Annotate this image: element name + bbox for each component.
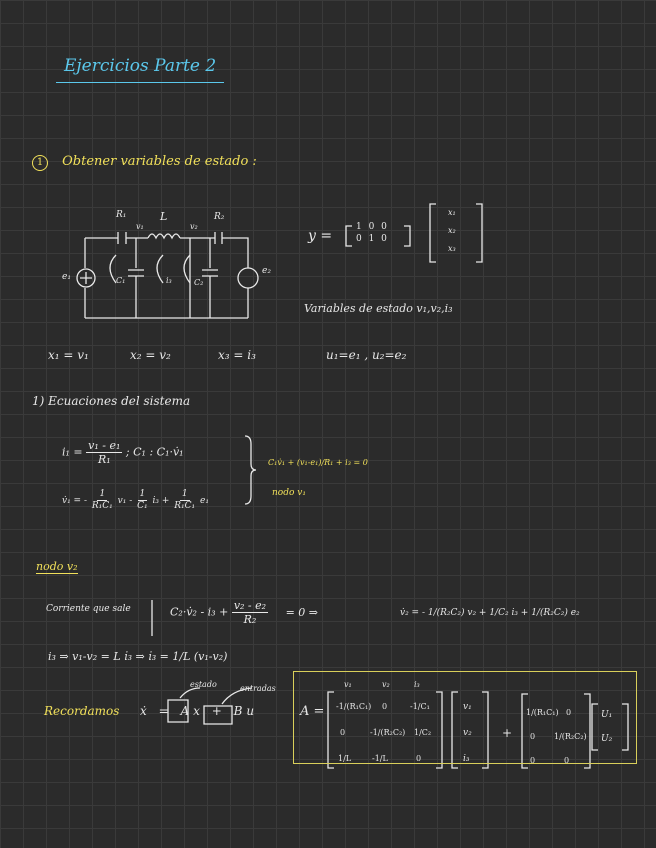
matrix-b-cell-2-1: 0 [530,732,536,741]
label-c1: C₁ [116,276,126,285]
wire-top-right [222,238,248,268]
inductor-symbol [148,234,180,238]
def-x1: x₁ = v₁ [48,348,89,362]
exercise-heading-text: Obtener variables de estado : [62,154,257,169]
label-e2: e₂ [262,266,271,276]
kirchhoff-frac-num: v₂ - e₂ [233,599,267,612]
eq-v1dot-t1-den: R₁C₁ [91,501,113,511]
matrix-b-cell-1-1: 1/(R₁C₁) [526,708,559,717]
source-e2-symbol [238,268,258,288]
label-v2: v₂ [190,222,198,231]
loop-arrow-i2 [184,255,190,283]
state-vec-v2: v₂ [463,728,472,738]
estado-annotation: estado [190,680,217,689]
matrix-a-cell-3-1: 1/L [338,754,352,763]
matrix-a-cell-2-2: -1/(R₂C₂) [370,728,406,737]
eq-v1dot-t2-den: C₁ [137,501,148,511]
capacitor-c1-symbol [128,238,144,318]
estado-arrow [180,688,200,698]
def-x2: x₂ = v₂ [130,348,171,362]
eq-v1dot-term2 [135,490,150,511]
state-x3: x₃ [448,244,456,253]
matrix-a-cell-3-2: -1/L [372,754,388,763]
eq-v1dot-lhs: v̇₁ = - [62,496,87,506]
matrix-a-header-i3: i₃ [414,680,420,689]
matrix-a-header-v2: v₂ [382,680,390,689]
label-r2: R₂ [214,212,225,222]
state-vec-i3: i₃ [463,754,470,764]
state-vector-left-bracket [430,204,436,262]
kirchhoff-expr: C₂·v̇₂ - i₃ + [170,605,229,619]
equation-brace [245,436,256,504]
state-vec-v1: v₁ [463,702,472,712]
eq-i1-rest: ; C₁ : C₁·v̇₁ [125,445,184,459]
page-title: Ejercicios Parte 2 [64,56,217,76]
capacitor-c2-symbol [202,238,218,318]
def-u: u₁=e₁ , u₂=e₂ [326,348,407,362]
matrix-a-header-v1: v₁ [344,680,352,689]
eq-v1dot-t3-num: 1 [181,489,188,499]
eq-v1dot-term1 [90,490,115,511]
resistor-r2-symbol [215,232,222,244]
entradas-annotation: entradas [240,684,276,693]
matrix-c-row1: 1 0 0 [356,222,389,232]
label-c2: C₂ [194,278,204,287]
matrix-b-cell-1-2: 0 [566,708,572,717]
state-variables: Variables de estado v₁,v₂,i₃ [304,302,453,315]
label-l: L [160,210,168,223]
eq-i1-den: R₁ [97,453,111,466]
eq-i1-lhs: i₁ = [62,445,83,459]
node-label-v1: nodo v₁ [272,488,306,498]
plus-sign: + [502,726,513,740]
kirchhoff-frac-den: R₂ [243,613,257,626]
node-equation: C₁v̇₁ + (v₁-e₁)/R₁ + i₃ = 0 [268,458,368,467]
state-x2: x₂ [448,226,456,235]
section-system-equations: 1) Ecuaciones del sistema [32,394,191,408]
matrix-b-cell-3-2: 0 [564,756,570,765]
matrix-a-label: A = [300,704,325,719]
kirchhoff-result: v̇₂ = - 1/(R₂C₂) v₂ + 1/C₂ i₃ + 1/(R₂C₂) e₂ [400,608,580,618]
input-vec-u1: U₁ [601,710,613,720]
matrix-a-cell-3-3: 0 [416,754,422,763]
matrix-b-cell-2-2: 1/(R₂C₂) [554,732,587,741]
label-i3: i₃ [166,276,172,285]
output-y: y = [308,228,333,244]
eq-v1dot-t1-num: 1 [99,489,106,499]
recordamos-label: Recordamos [44,704,120,718]
eq-v1dot-t2-var: i₃ + [152,496,170,506]
matrix-a-cell-2-3: 1/C₂ [414,728,432,737]
def-x3: x₃ = i₃ [218,348,256,362]
matrix-b-cell-3-1: 0 [530,756,536,765]
matrix-a-cell-1-2: 0 [382,702,388,711]
eq-i1 [62,440,184,465]
matrix-c-row2: 0 1 0 [356,234,389,244]
label-r1: R₁ [116,210,127,220]
matrix-a-cell-2-1: 0 [340,728,346,737]
eq-i1-fraction [86,440,122,465]
eq-v1dot-t3-var: e₁ [200,496,209,506]
kirchhoff-eq [170,600,318,625]
eq-v1dot-t2-num: 1 [139,489,146,499]
kirchhoff-label: Corriente que sale [46,604,131,614]
node-label-v2: nodo v₂ [36,560,78,573]
state-space-equation: ẋ = Ax + Bu [140,704,259,718]
kirchhoff-frac [232,600,268,625]
label-v1: v₁ [136,222,144,231]
exercise-number: 1 [32,155,48,171]
matrix-c-right-bracket [404,226,410,246]
eq-v1dot-t3-den: R₁C₁ [174,501,196,511]
inductor-equation: i₃ ⇒ v₁-v₂ = L i̇₃ ⇒ i̇₃ = 1/L (v₁-v₂) [48,650,228,663]
label-e1: e₁ [62,272,71,282]
loop-arrow-i3 [157,255,163,283]
matrix-a-cell-1-3: -1/C₁ [410,702,430,711]
eq-v1dot-t1-var: v₁ - [117,496,133,506]
eq-v1dot [62,490,209,511]
kirchhoff-eq0: = 0 ⇒ [285,605,319,619]
state-vector-right-bracket [476,204,482,262]
eq-v1dot-term3 [172,490,197,511]
resistor-r1-symbol [118,232,126,244]
matrix-a-cell-1-1: -1/(R₁C₁) [336,702,372,711]
eq-i1-num: v₁ - e₁ [88,439,121,452]
input-vec-u2: U₂ [601,734,613,744]
matrix-c-left-bracket [346,226,352,246]
state-x1: x₁ [448,208,456,217]
